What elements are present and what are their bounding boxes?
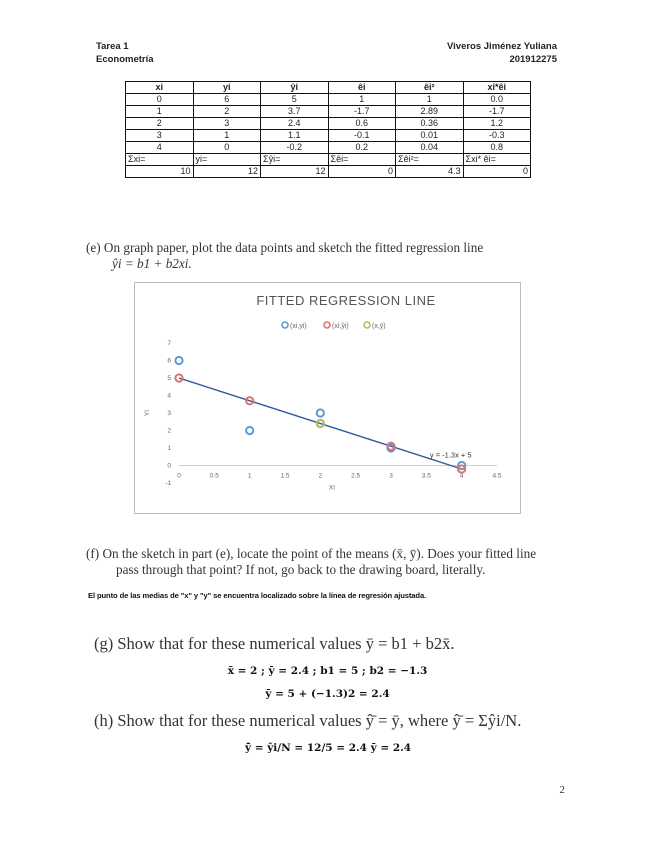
sum-label: Σxi* êi= xyxy=(463,154,531,166)
sum-label: Σêi= xyxy=(328,154,396,166)
table-cell: 5 xyxy=(261,94,329,106)
table-cell: 0.8 xyxy=(463,142,531,154)
table-cell: 0.01 xyxy=(396,130,464,142)
y-axis-title: YI xyxy=(144,409,151,417)
x-axis-title: XI xyxy=(328,484,336,492)
part-g-eq1: x̄ = 2 ; ȳ = 2.4 ; b1 = 5 ; b2 = −1.3 xyxy=(227,665,428,677)
sum-label: yi= xyxy=(193,154,261,166)
sum-value: 12 xyxy=(261,166,329,178)
sum-label: Σxi= xyxy=(126,154,194,166)
data-point xyxy=(317,409,324,416)
sum-value: 0 xyxy=(463,166,531,178)
data-point xyxy=(246,427,253,434)
sum-label-row xyxy=(126,154,531,166)
sum-value: 10 xyxy=(126,166,194,178)
x-tick-label: 0 xyxy=(177,472,181,480)
part-h-prompt: (h) Show that for these numerical values ŷ̄ = ȳ, where ŷ̄ = Σŷi/N. xyxy=(94,711,522,730)
y-tick-label: 6 xyxy=(167,357,171,365)
table-cell: 2 xyxy=(193,106,261,118)
table-cell: 2.4 xyxy=(261,118,329,130)
legend-label: (xi,ŷi) xyxy=(332,323,349,330)
part-g-eq2: ȳ = 5 + (−1.3)2 = 2.4 xyxy=(265,688,390,700)
y-tick-label: 2 xyxy=(167,427,171,435)
table-cell: 1 xyxy=(396,94,464,106)
x-tick-label: 1.5 xyxy=(280,472,290,480)
table-cell: 1 xyxy=(126,106,194,118)
table-cell: 2.89 xyxy=(396,106,464,118)
table-cell: 1.2 xyxy=(463,118,531,130)
part-g-prompt: (g) Show that for these numerical values ȳ = b1 + b2x̄. xyxy=(94,634,455,653)
chart-svg xyxy=(135,283,520,513)
table-cell: 0.36 xyxy=(396,118,464,130)
part-f-prompt xyxy=(86,546,566,578)
table-cell: 1 xyxy=(193,130,261,142)
sum-label: Σêi²= xyxy=(396,154,464,166)
legend-marker xyxy=(282,322,288,328)
y-tick-label: 0 xyxy=(167,462,171,470)
x-tick-label: 2 xyxy=(318,472,323,480)
legend-marker xyxy=(324,322,330,328)
table-row xyxy=(126,118,531,130)
table-cell: -0.1 xyxy=(328,130,396,142)
page-number: 2 xyxy=(559,784,565,796)
table-cell: -0.3 xyxy=(463,130,531,142)
y-tick-label: 4 xyxy=(167,392,171,400)
sum-value: 0 xyxy=(328,166,396,178)
y-tick-label: 7 xyxy=(167,340,171,347)
table-row xyxy=(126,94,531,106)
table-cell: 1 xyxy=(328,94,396,106)
col-header: êi² xyxy=(396,82,464,94)
x-tick-label: 3.5 xyxy=(421,472,431,480)
table-cell: 0.04 xyxy=(396,142,464,154)
table-cell: 0 xyxy=(193,142,261,154)
y-tick-label: -1 xyxy=(165,480,171,487)
x-tick-label: 1 xyxy=(247,472,252,480)
trendline-label: y = -1.3x + 5 xyxy=(429,450,472,460)
x-tick-label: 0.5 xyxy=(209,472,219,480)
chart-title: FITTED REGRESSION LINE xyxy=(256,293,436,308)
table-cell: 0.2 xyxy=(328,142,396,154)
part-f-line2: pass through that point? If not, go back to the drawing board, literally. xyxy=(116,562,486,577)
x-tick-label: 3 xyxy=(389,472,393,480)
table-cell: 0.6 xyxy=(328,118,396,130)
data-point xyxy=(175,357,182,364)
table-cell: 6 xyxy=(193,94,261,106)
part-h-eq: ŷ̄ = ŷi/N = 12/5 = 2.4 ȳ = 2.4 xyxy=(245,742,412,754)
sum-value: 4.3 xyxy=(396,166,464,178)
course-name: Econometría xyxy=(96,54,154,65)
table-cell: 1.1 xyxy=(261,130,329,142)
table-cell: 4 xyxy=(126,142,194,154)
regression-chart xyxy=(134,282,521,514)
legend-label: (xi,yi) xyxy=(290,323,307,330)
table-row xyxy=(126,142,531,154)
col-header: xi xyxy=(126,82,194,94)
x-tick-label: 4.5 xyxy=(492,472,502,480)
x-tick-label: 4 xyxy=(459,472,464,480)
part-e-prompt xyxy=(86,240,566,272)
table-cell: 3.7 xyxy=(261,106,329,118)
col-header: êi xyxy=(328,82,396,94)
student-id: 201912275 xyxy=(509,54,557,65)
col-header: ŷi xyxy=(261,82,329,94)
legend-marker xyxy=(364,322,370,328)
table-row xyxy=(126,106,531,118)
table-cell: 3 xyxy=(126,130,194,142)
student-name: Viveros Jiménez Yuliana xyxy=(446,41,557,52)
table-cell: -1.7 xyxy=(328,106,396,118)
table-cell: 2 xyxy=(126,118,194,130)
assignment-title: Tarea 1 xyxy=(96,41,129,52)
part-e-text: (e) On graph paper, plot the data points and sketch the fitted regression line xyxy=(86,240,484,255)
table-cell: 0 xyxy=(126,94,194,106)
table-cell: -0.2 xyxy=(261,142,329,154)
table-cell: 0.0 xyxy=(463,94,531,106)
sum-value: 12 xyxy=(193,166,261,178)
y-tick-label: 1 xyxy=(167,445,171,452)
answer-f: El punto de las medias de "x" y "y" se encuentra localizado sobre la línea de regresión ajustada. xyxy=(88,591,427,600)
legend-label: (x,ȳ) xyxy=(372,323,386,330)
x-tick-label: 2.5 xyxy=(351,472,361,480)
header-left xyxy=(96,40,154,66)
table-header-row xyxy=(126,82,531,94)
part-e-formula: ŷi = b1 + b2xi. xyxy=(112,256,192,271)
trendline xyxy=(179,378,462,469)
header-right xyxy=(447,40,557,66)
sum-label: Σŷi= xyxy=(261,154,329,166)
col-header: yi xyxy=(193,82,261,94)
col-header: xi*êi xyxy=(463,82,531,94)
sum-value-row xyxy=(126,166,531,178)
residuals-table xyxy=(125,81,531,178)
table-cell: -1.7 xyxy=(463,106,531,118)
y-tick-label: 3 xyxy=(167,410,171,417)
table-cell: 3 xyxy=(193,118,261,130)
table-row xyxy=(126,130,531,142)
part-f-line1: (f) On the sketch in part (e), locate the point of the means (x̄, ȳ). Does your fitted line xyxy=(86,546,537,561)
y-tick-label: 5 xyxy=(167,375,171,382)
